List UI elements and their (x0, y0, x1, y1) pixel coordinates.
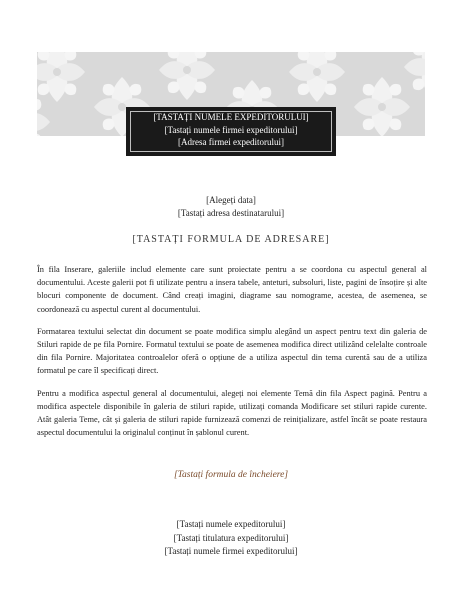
closing-field[interactable]: [Tastați formula de încheiere] (173, 470, 289, 480)
date-field[interactable]: [Alegeți data] (206, 195, 256, 205)
sender-header-box[interactable] (126, 107, 336, 156)
recipient-block (0, 194, 462, 220)
sender-name[interactable]: [TASTAȚI NUMELE EXPEDITORULUI] (153, 112, 309, 122)
letter-body (37, 263, 427, 448)
salutation-field[interactable]: [TASTAȚI FORMULA DE ADRESARE] (132, 234, 330, 245)
body-paragraph-2[interactable]: Formatarea textului selectat din document se poate modifica simplu alegând un aspect pentru text din galeria de Stiluri rapide de pe fila Pornire. Formatul textului se poate de asemenea modifica direct utilizând celelalte controale din fila Pornire. Majoritatea controalelor oferă o opțiune de a utiliza aspectul din tema curentă sau de a utiliza formatul pe care îl specificați direct. (37, 326, 427, 376)
signature-title[interactable]: [Tastați titulatura expeditorului] (173, 532, 289, 543)
signature-name[interactable]: [Tastați numele expeditorului] (176, 519, 286, 529)
sender-address[interactable]: [Adresa firmei expeditorului] (178, 137, 284, 148)
sender-company[interactable]: [Tastați numele firmei expeditorului] (164, 124, 298, 135)
signature-company[interactable]: [Tastați numele firmei expeditorului] (164, 546, 298, 556)
body-paragraph-1[interactable]: În fila Inserare, galeriile includ elemente care sunt proiectate pentru a se coordona cu aspectul general al documentului. Aceste galerii pot fi utilizate pentru a insera tabele, anteturi, subsoluri, liste, pagini de însoțire și alte blocuri componente de document. Când creați imagini, diagrame sau nomograme, acestea, de asemenea, se coordonează cu aspectul curent al documentului. (37, 265, 427, 314)
recipient-address-field[interactable]: [Tastați adresa destinatarului] (177, 208, 285, 218)
body-paragraph-3[interactable]: Pentru a modifica aspectul general al documentului, alegeți noi elemente Temă din fila Aspect pagină. Pentru a modifica aspectele disponibile în galeria de stiluri rapide, utilizați comanda Modificare set stiluri rapide curente. Atât galeria Teme, cât și galeria de stiluri rapide furnizează comenzi de reinițializare, astfel încât se poate restaura aspectul documentului la originalul conținut în șablonul curent. (37, 388, 427, 438)
signature-block (0, 518, 462, 559)
